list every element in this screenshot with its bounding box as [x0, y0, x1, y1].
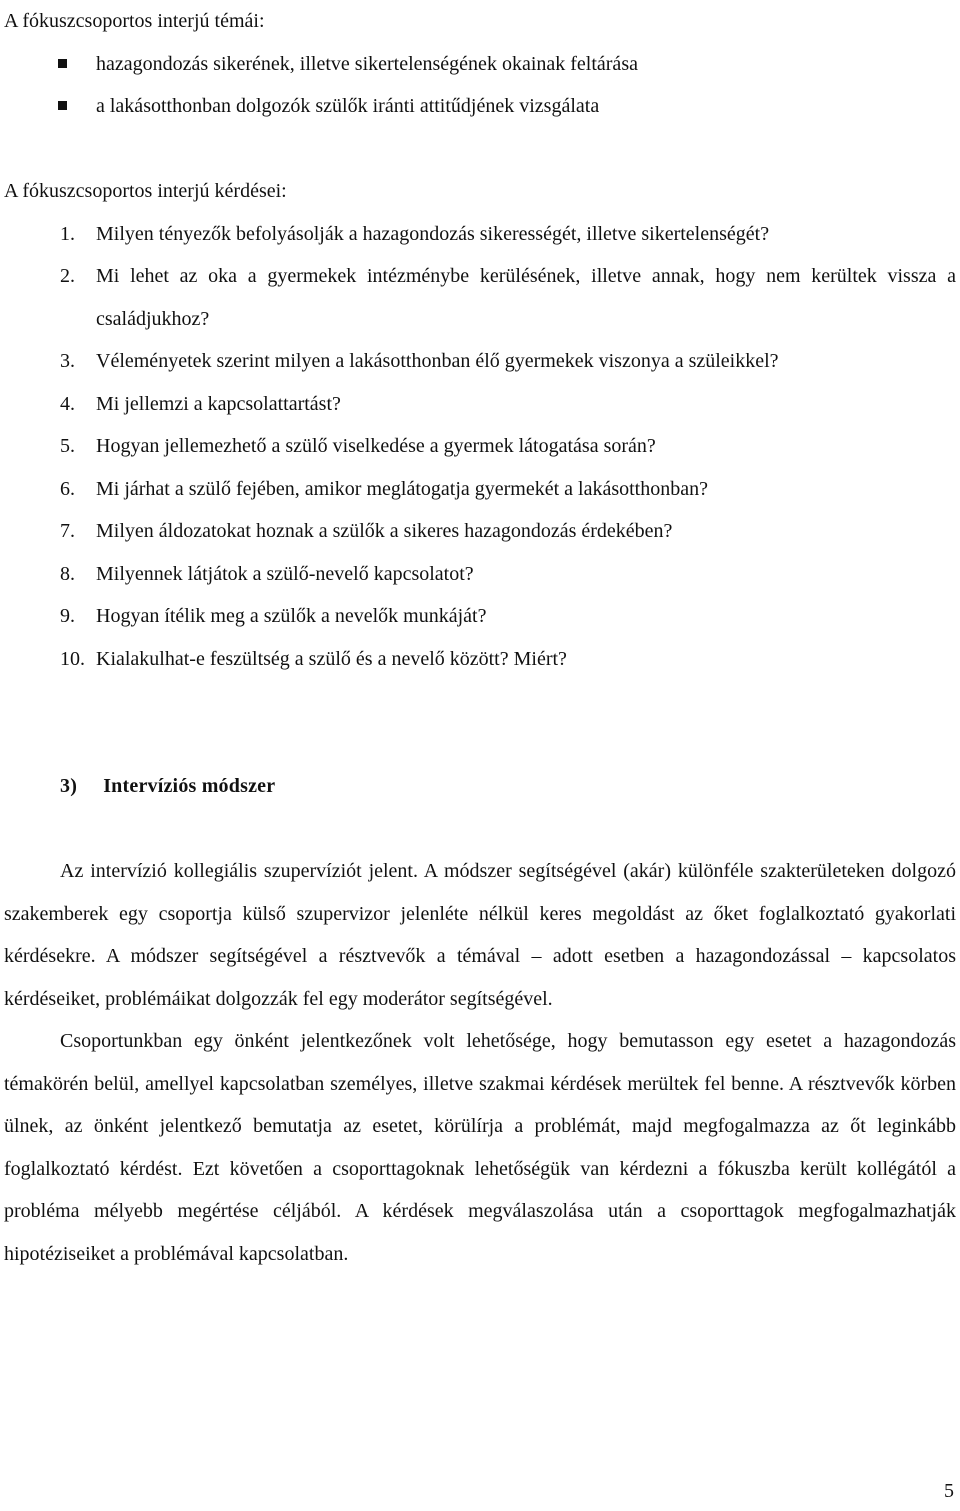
question-number: 5. [60, 435, 75, 457]
question-text: Milyennek látjátok a szülő-nevelő kapcsolatot? [96, 562, 474, 585]
question-text: Kialakulhat-e feszültség a szülő és a nevelő között? Miért? [96, 647, 567, 670]
section-title: Intervíziós módszer [103, 775, 276, 797]
question-text: Hogyan ítélik meg a szülők a nevelők munkáját? [96, 605, 487, 627]
topic-item [4, 43, 956, 86]
document-page [4, 0, 956, 1275]
questions-heading: A fókuszcsoportos interjú kérdései: [4, 180, 287, 202]
body-paragraph: Az intervízió kollegiális szupervíziót jelent. A módszer segítségével (akár) különféle szakterületeken dolgozó szakemberek egy csoportja külső szupervizor jelenléte nélkül keres megoldást az őket foglalkoztató gyakorlati kérdésekre. A módszer segítségével a résztvevők a témával – adott esetben a hazagondozással – kapcsolatos kérdéseiket, problémáikat dolgozzák fel egy moderátor segítségével. [4, 860, 956, 1010]
question-number: 4. [60, 392, 75, 415]
spacer [4, 128, 956, 171]
question-text: Mi jellemzi a kapcsolattartást? [96, 392, 341, 415]
page-number: 5 [944, 1480, 954, 1502]
question-number: 10. [60, 647, 85, 670]
question-number: 7. [60, 520, 75, 542]
section-number: 3) [60, 775, 78, 797]
topics-list [4, 43, 956, 128]
question-number: 3. [60, 350, 75, 372]
question-number: 1. [60, 222, 75, 245]
spacer [4, 808, 956, 851]
spacer [4, 680, 956, 765]
question-text: Véleményetek szerint milyen a lakásotthonban élő gyermekek viszonya a szüleikkel? [96, 350, 779, 372]
question-text: Mi lehet az oka a gyermekek intézménybe kerülésének, illetve annak, hogy nem kerültek vissza a családjukhoz? [96, 265, 956, 330]
question-text: Hogyan jellemezhető a szülő viselkedése a gyermek látogatása során? [96, 435, 656, 457]
question-number: 8. [60, 562, 75, 585]
question-text: Milyen áldozatokat hoznak a szülők a sikeres hazagondozás érdekében? [96, 520, 673, 542]
question-item [4, 468, 956, 511]
question-item [4, 213, 956, 256]
question-item [4, 638, 956, 681]
question-item [4, 340, 956, 383]
topic-item [4, 85, 956, 128]
question-number: 9. [60, 605, 75, 627]
question-number: 2. [60, 265, 75, 287]
question-item [4, 383, 956, 426]
question-item [4, 595, 956, 638]
question-text: Milyen tényezők befolyásolják a hazagondozás sikerességét, illetve sikertelenségét? [96, 222, 770, 245]
square-bullet-icon [58, 101, 67, 110]
question-number: 6. [60, 477, 75, 500]
topic-text: a lakásotthonban dolgozók szülők iránti attitűdjének vizsgálata [96, 95, 600, 117]
square-bullet-icon [58, 59, 67, 68]
topic-text: hazagondozás sikerének, illetve sikertelenségének okainak feltárása [96, 52, 638, 75]
question-item [4, 255, 956, 340]
question-item [4, 510, 956, 553]
question-item [4, 553, 956, 596]
question-item [4, 425, 956, 468]
questions-list [4, 213, 956, 681]
body-paragraph: Csoportunkban egy önként jelentkezőnek volt lehetősége, hogy bemutasson egy esetet a hazagondozás témakörén belül, amellyel kapcsolatban személyes, illetve szakmai kérdések merültek fel benne. A résztvevők körben ülnek, az önként jelentkező bemutatja az esetet, körülírja a problémát, majd megfogalmazza az őt leginkább foglalkoztató kérdést. Ezt követően a csoporttagoknak lehetőségük van kérdezni a fókuszba került kollégától a probléma mélyebb megértése céljából. A kérdések megválaszolása után a csoporttagok megfogalmazhatják hipotéziseiket a problémával kapcsolatban. [4, 1030, 956, 1265]
topics-heading: A fókuszcsoportos interjú témái: [4, 10, 265, 32]
section-heading [4, 765, 956, 808]
question-text: Mi járhat a szülő fejében, amikor meglátogatja gyermekét a lakásotthonban? [96, 477, 708, 500]
